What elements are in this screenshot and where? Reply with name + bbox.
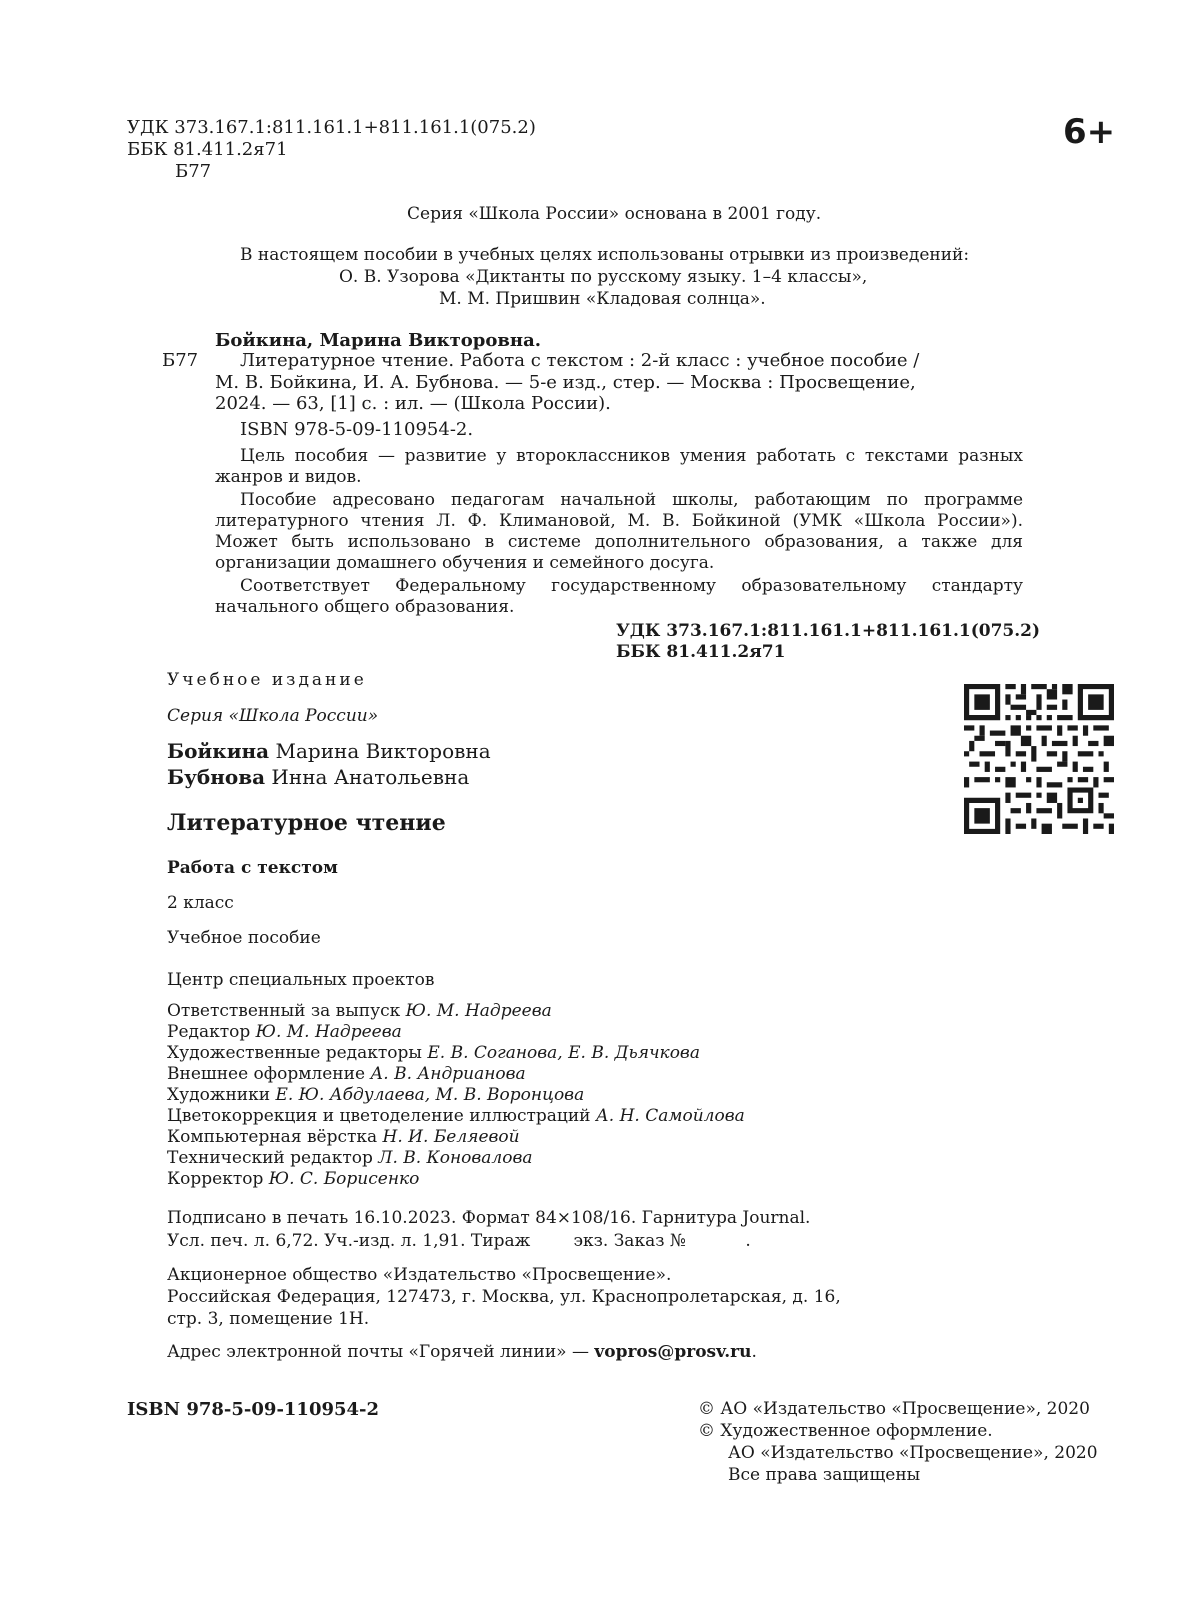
author-1-lastname: Бойкина: [167, 739, 270, 763]
card-desc-line-1: Литературное чтение. Работа с текстом : 2-й класс : учебное пособие /: [240, 350, 920, 371]
card-annotation-1: Цель пособия — развитие у второклассников умения работать с текстами разных жанров и видов.: [215, 446, 1023, 487]
author-2-name: Инна Анатольевна: [265, 765, 470, 789]
footer-copyright-2: © Художественное оформление.: [698, 1421, 993, 1441]
credits-list: [167, 1001, 745, 1190]
credit-row: Технический редактор Л. В. Коновалова: [167, 1148, 533, 1168]
publisher-line-3: стр. 3, помещение 1Н.: [167, 1309, 370, 1329]
age-rating-badge: 6+: [1063, 112, 1116, 152]
edition-series: Серия «Школа России»: [167, 706, 379, 726]
edition-subtitle: Работа с текстом: [167, 858, 338, 878]
footer-copyright-3: АО «Издательство «Просвещение», 2020: [728, 1443, 1098, 1463]
edition-title: Литературное чтение: [167, 810, 446, 836]
card-annotation-2: Пособие адресовано педагогам начальной школы, работающим по программе литературного чтения Л. Ф. Климановой, М. В. Бойкиной (УМК «Школа России»). Может быть использовано в системе дополнительного образования, а также для организации домашнего обучения и семейного досуга.: [215, 490, 1023, 573]
card-isbn: ISBN 978-5-09-110954-2.: [240, 419, 474, 440]
qr-code-icon: [964, 684, 1114, 834]
credit-row: Цветокоррекция и цветоделение иллюстраций А. Н. Самойлова: [167, 1106, 745, 1126]
footer-isbn: ISBN 978-5-09-110954-2: [127, 1399, 380, 1420]
credit-row: Художники Е. Ю. Абдулаева, М. В. Воронцова: [167, 1085, 585, 1105]
footer-rights: Все права защищены: [728, 1465, 921, 1485]
card-bbk: ББК 81.411.2я71: [616, 642, 786, 662]
edition-type: Учебное издание: [167, 670, 367, 690]
card-author-heading: Бойкина, Марина Викторовна.: [215, 330, 542, 351]
author-1-name: Марина Викторовна: [269, 739, 491, 763]
edition-author-2: [167, 765, 469, 789]
header-udk: УДК 373.167.1:811.161.1+811.161.1(075.2): [127, 117, 536, 138]
credit-row: Корректор Ю. С. Борисенко: [167, 1169, 420, 1189]
edition-center: Центр специальных проектов: [167, 970, 435, 990]
excerpts-item-1: О. В. Узорова «Диктанты по русскому языку. 1–4 классы»,: [339, 267, 868, 287]
credit-row: Редактор Ю. М. Надреева: [167, 1022, 402, 1042]
author-2-lastname: Бубнова: [167, 765, 266, 789]
header-author-mark: Б77: [175, 161, 212, 182]
hotline-email-link[interactable]: vopros@prosv.ru: [594, 1342, 752, 1362]
credit-row: Внешнее оформление А. В. Андрианова: [167, 1064, 526, 1084]
credit-row: Художественные редакторы Е. В. Соганова, Е. В. Дьячкова: [167, 1043, 700, 1063]
header-bbk: ББК 81.411.2я71: [127, 139, 288, 160]
publisher-email-line: Адрес электронной почты «Горячей линии» — vopros@prosv.ru.: [167, 1342, 757, 1362]
publisher-line-2: Российская Федерация, 127473, г. Москва, ул. Краснопролетарская, д. 16,: [167, 1287, 841, 1307]
card-udk: УДК 373.167.1:811.161.1+811.161.1(075.2): [616, 621, 1041, 641]
footer-copyright-1: © АО «Издательство «Просвещение», 2020: [698, 1399, 1090, 1419]
card-annotation-3: Соответствует Федеральному государственному образовательному стандарту начального общего образования.: [215, 576, 1023, 617]
publisher-line-1: Акционерное общество «Издательство «Просвещение».: [167, 1265, 672, 1285]
excerpts-item-2: М. М. Пришвин «Кладовая солнца».: [439, 289, 766, 309]
card-desc-line-2: М. В. Бойкина, И. А. Бубнова. — 5-е изд., стер. — Москва : Просвещение,: [215, 372, 916, 393]
edition-grade: 2 класс: [167, 893, 234, 913]
print-line-1: Подписано в печать 16.10.2023. Формат 84×108/16. Гарнитура Journal.: [167, 1208, 811, 1228]
card-mark: Б77: [162, 350, 199, 371]
credit-row: Ответственный за выпуск Ю. М. Надреева: [167, 1001, 552, 1021]
excerpts-intro: В настоящем пособии в учебных целях использованы отрывки из произведений:: [240, 245, 970, 265]
credit-row: Компьютерная вёрстка Н. И. Беляевой: [167, 1127, 520, 1147]
edition-kind: Учебное пособие: [167, 928, 321, 948]
print-line-2: Усл. печ. л. 6,72. Уч.-изд. л. 1,91. Тираж экз. Заказ № .: [167, 1231, 751, 1251]
edition-author-1: [167, 739, 491, 763]
series-note: Серия «Школа России» основана в 2001 году.: [407, 204, 822, 224]
card-desc-line-3: 2024. — 63, [1] с. : ил. — (Школа России).: [215, 393, 611, 414]
